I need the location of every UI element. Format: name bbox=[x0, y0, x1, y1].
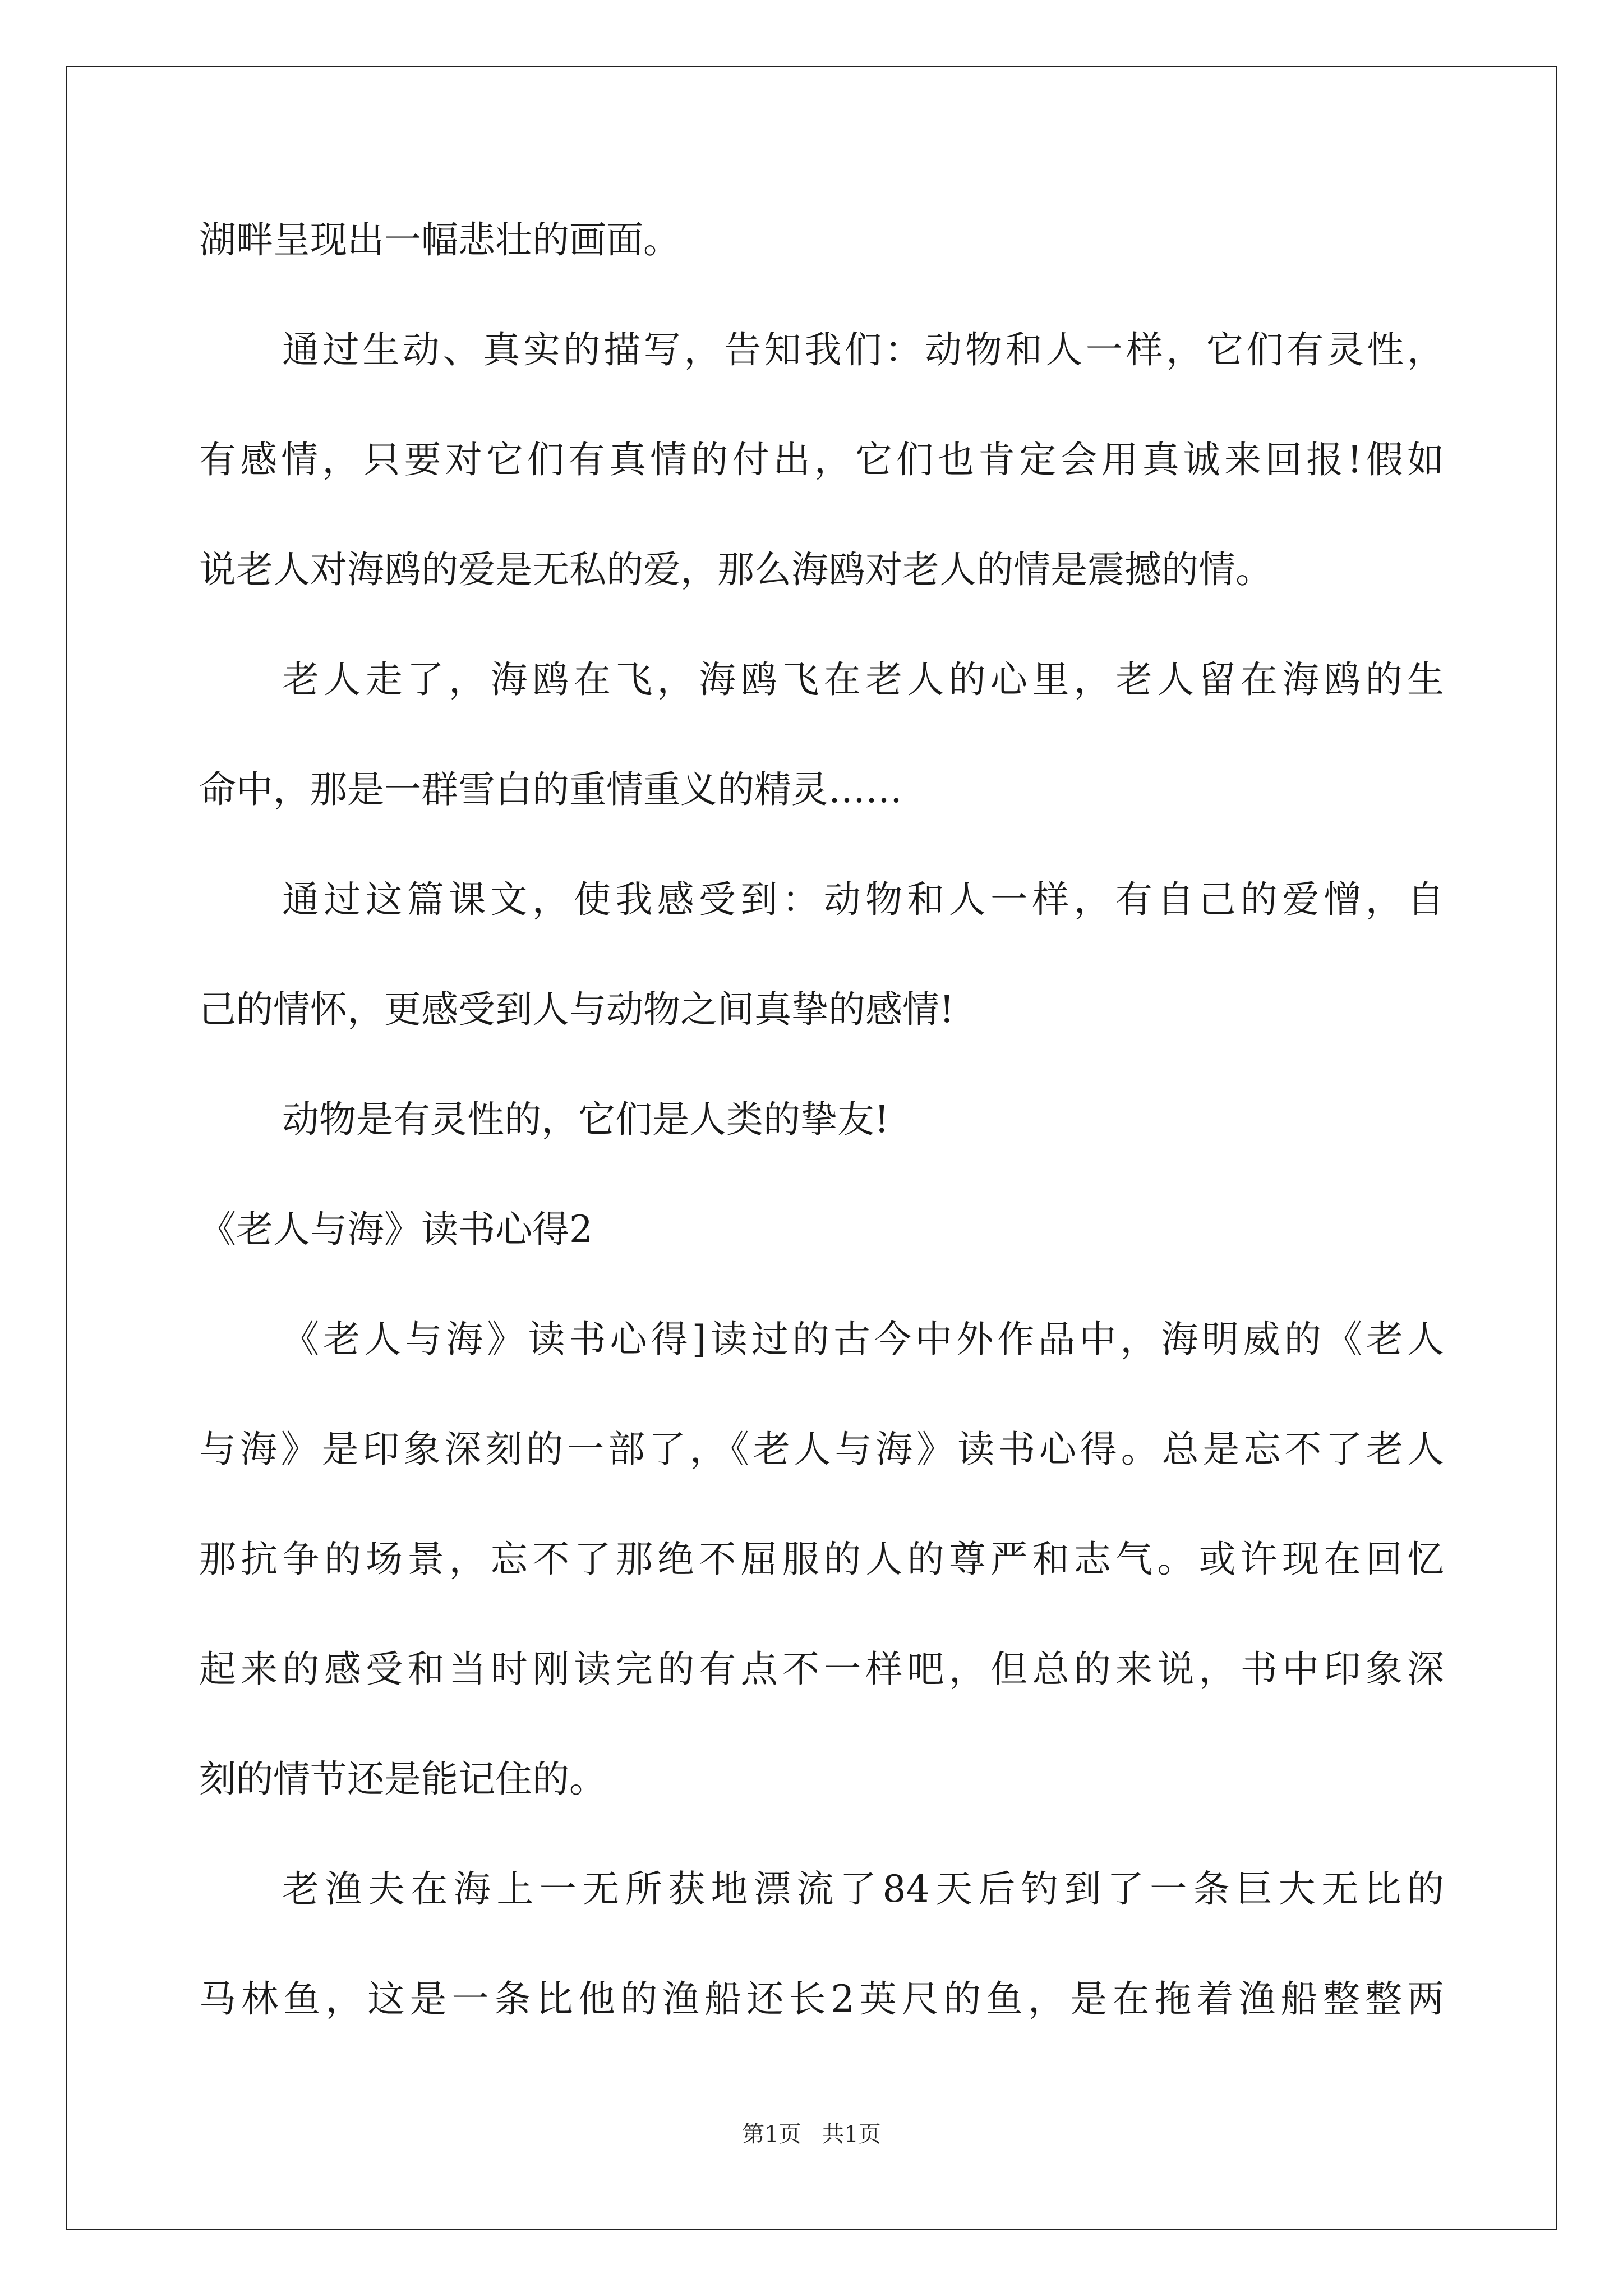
paragraph-line: 那抗争的场景，忘不了那绝不屈服的人的尊严和志气。或许现在回忆 bbox=[199, 1538, 1444, 1581]
paragraph-line: 与海》是印象深刻的一部了，《老人与海》读书心得。总是忘不了老人 bbox=[199, 1428, 1444, 1471]
paragraph-line: 通过生动、真实的描写，告知我们：动物和人一样，它们有灵性， bbox=[282, 328, 1444, 371]
page-footer bbox=[0, 2120, 1623, 2148]
paragraph-line: 老渔夫在海上一无所获地漂流了84天后钓到了一条巨大无比的 bbox=[282, 1867, 1444, 1911]
paragraph-line: 说老人对海鸥的爱是无私的爱，那么海鸥对老人的情是震撼的情。 bbox=[199, 548, 1272, 591]
paragraph-line: 己的情怀，更感受到人与动物之间真挚的感情! bbox=[199, 988, 955, 1031]
text-line: 湖畔呈现出一幅悲壮的画面。 bbox=[199, 218, 680, 261]
paragraph-line: 通过这篇课文，使我感受到：动物和人一样，有自己的爱憎，自 bbox=[282, 878, 1444, 921]
paragraph-line: 起来的感受和当时刚读完的有点不一样吧，但总的来说，书中印象深 bbox=[199, 1648, 1444, 1691]
paragraph-line: 动物是有灵性的，它们是人类的挚友! bbox=[282, 1098, 889, 1141]
paragraph-line: 刻的情节还是能记住的。 bbox=[199, 1757, 606, 1801]
paragraph-line: 《老人与海》读书心得]读过的古今中外作品中，海明威的《老人 bbox=[282, 1318, 1444, 1361]
paragraph-line: 有感情，只要对它们有真情的付出，它们也肯定会用真诚来回报!假如 bbox=[199, 438, 1444, 481]
page-total: 共1页 bbox=[822, 2122, 881, 2147]
paragraph-line: 老人走了，海鸥在飞，海鸥飞在老人的心里，老人留在海鸥的生 bbox=[282, 658, 1444, 701]
paragraph-line: 马林鱼，这是一条比他的渔船还长2英尺的鱼，是在拖着渔船整整两 bbox=[199, 1977, 1444, 2021]
section-heading: 《老人与海》读书心得2 bbox=[199, 1208, 593, 1251]
page-number: 第1页 bbox=[742, 2122, 801, 2147]
paragraph-line: 命中，那是一群雪白的重情重义的精灵…… bbox=[199, 768, 902, 811]
